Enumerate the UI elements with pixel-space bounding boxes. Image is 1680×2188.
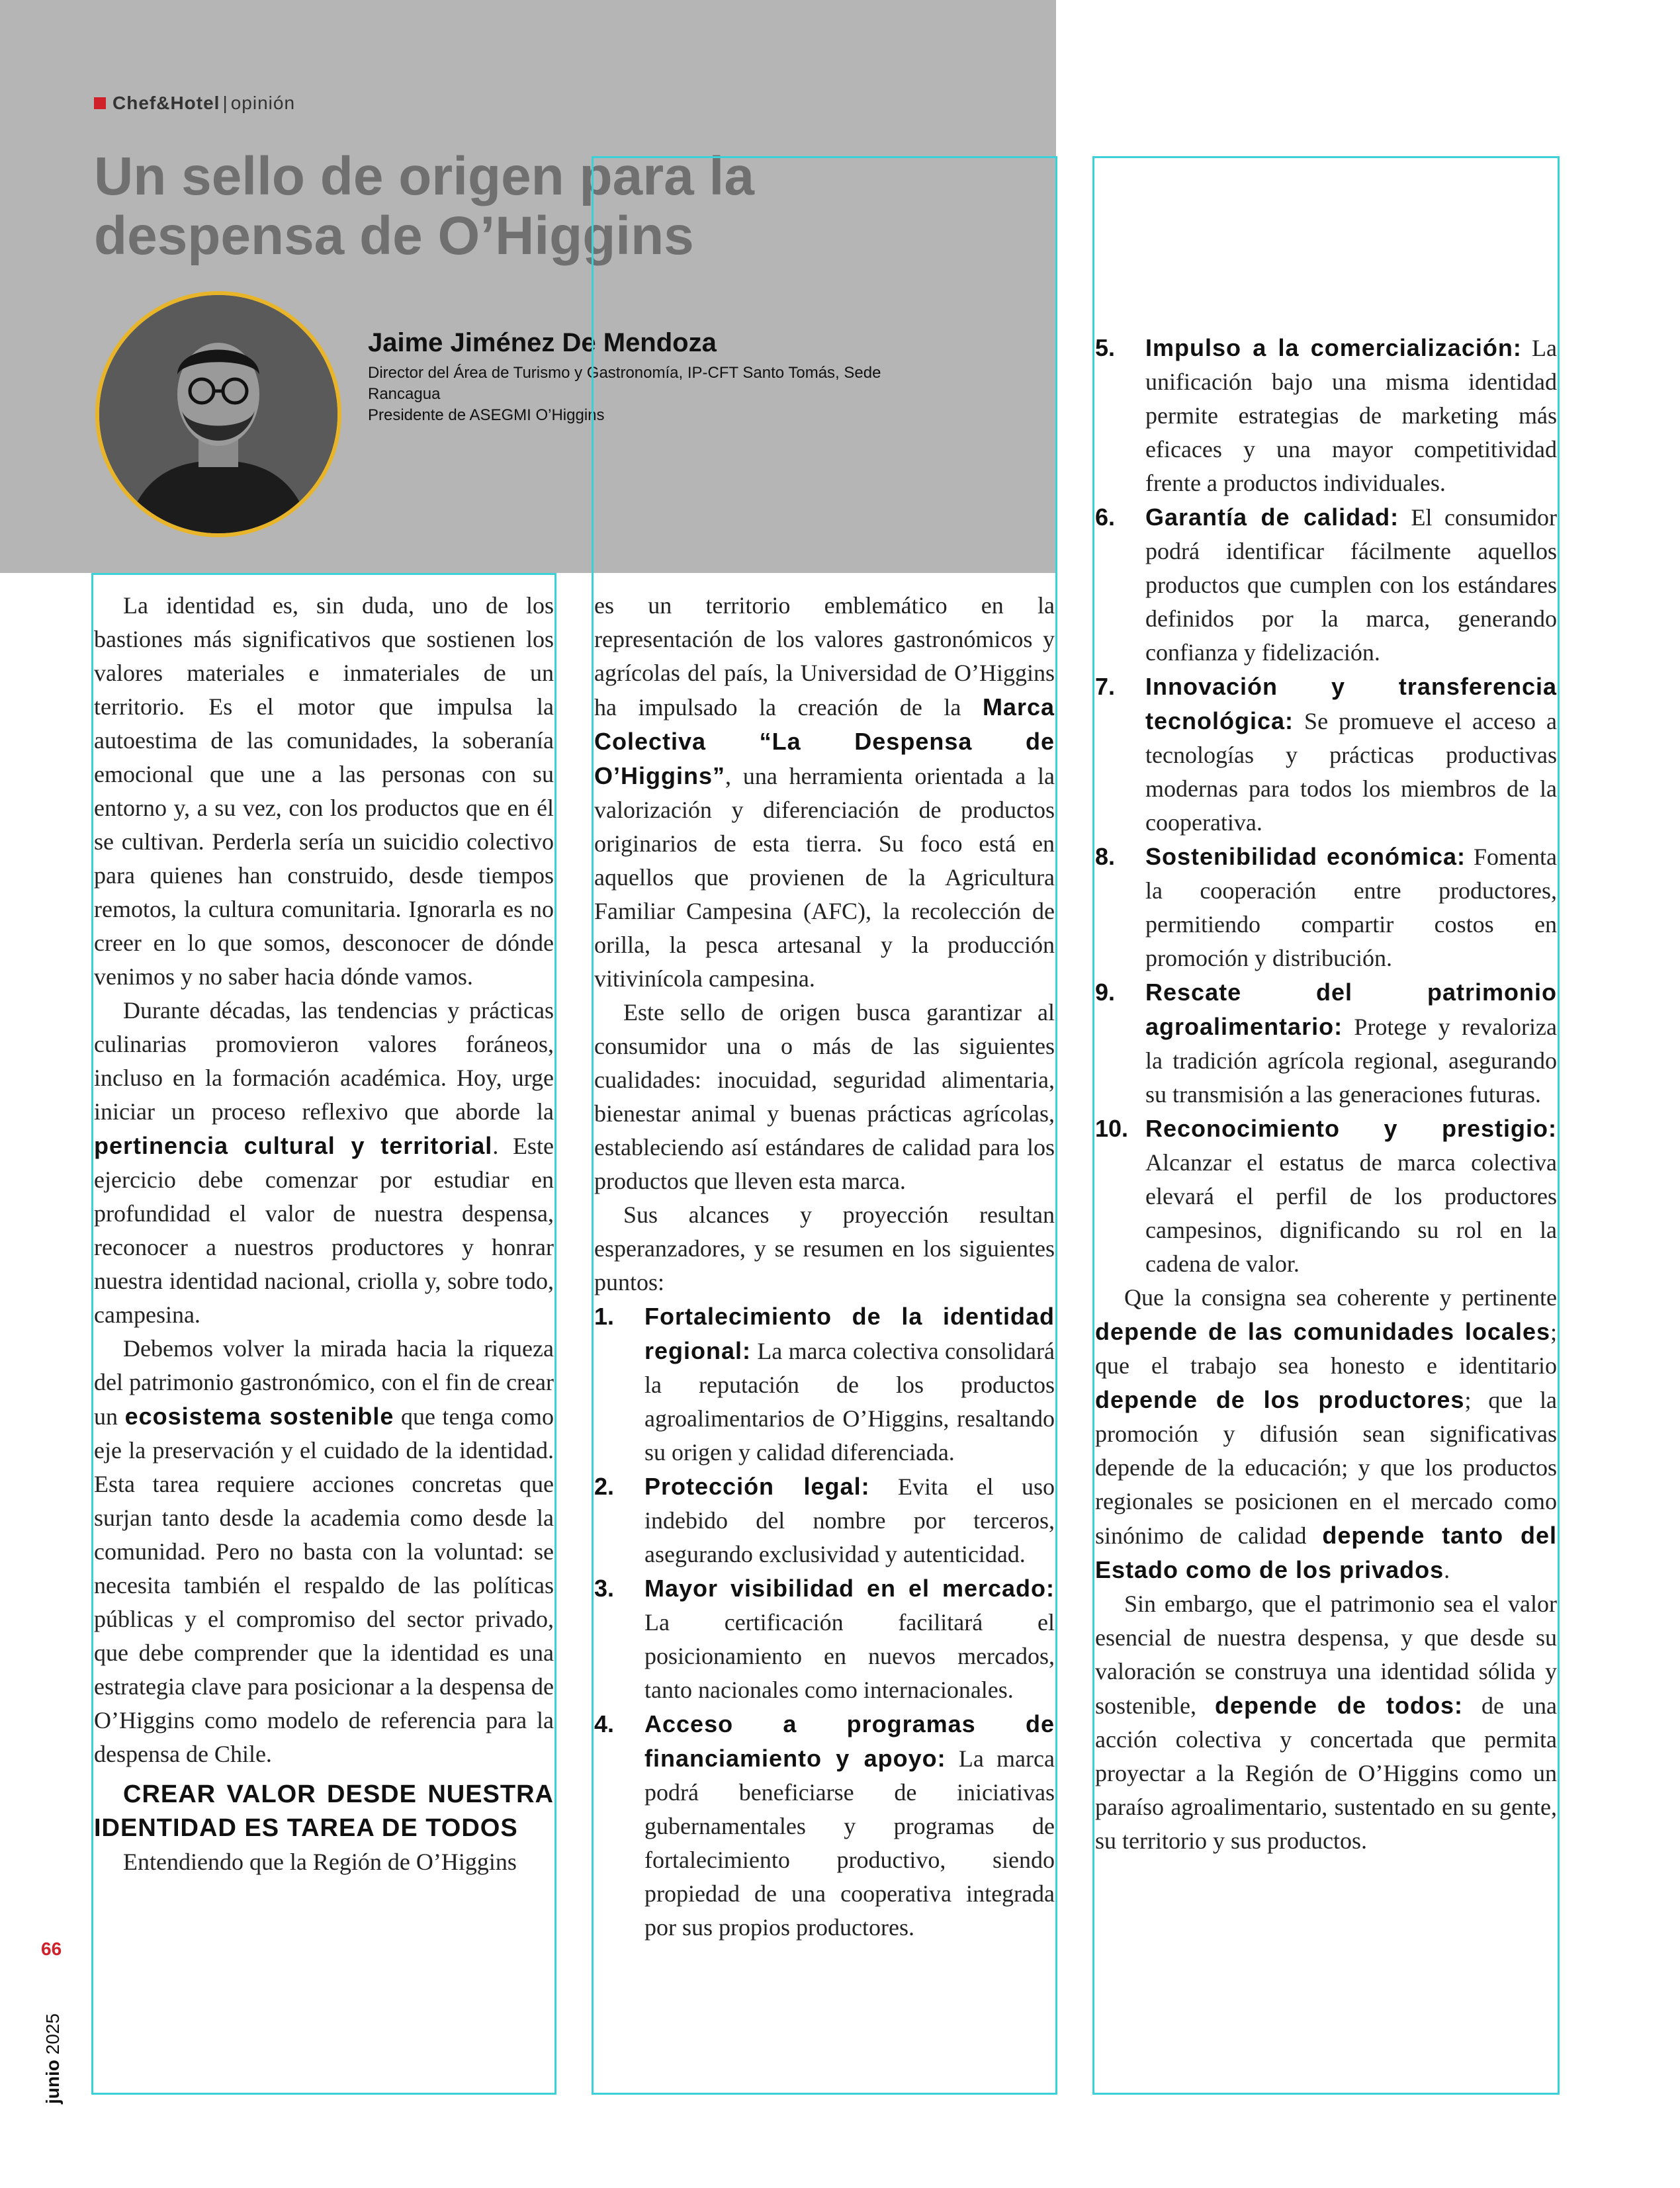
issue-year: 2025 [42,2013,63,2055]
body-paragraph: Sus alcances y proyección resultan esperanzadores, y se resumen en los siguientes puntos: [594,1202,1055,1295]
list-item: 6. Garantía de calidad: El consumidor podrá identificar fácilmente aquellos productos que cumplen con los estándares definidos por la marca, generando confianza y fidelización. [1095,503,1557,666]
column-3 [1095,331,1557,1858]
list-item: 4. Acceso a programas de financiamiento y apoyo: La marca podrá beneficiarse de iniciativas gubernamentales y programas de fortalecimiento productivo, siendo propiedad de una cooperativa integrada por sus propios productores. [594,1710,1055,1941]
list-item: 7. Innovación y transferencia tecnológica: Se promueve el acceso a tecnologías y prácticas productivas modernas para todos los miembros de la cooperativa. [1095,673,1557,836]
author-role-line: Director del Área de Turismo y Gastronomía, IP-CFT Santo Tomás, Sede Rancagua [368,364,881,403]
body-paragraph: Que la consigna sea coherente y pertinente depende de las comunidades locales; que el trabajo sea honesto e identitario depende de los productores; que la promoción y difusión sean significativas depende de la educación; y que los productos regionales se posicionen en el mercado como sinónimo de calidad depende tanto del Estado como de los privados. [1095,1284,1557,1583]
article-title: Un sello de origen para la despensa de O’Higgins [94,146,754,266]
list-item: 2. Protección legal: Evita el uso indebido del nombre por terceros, asegurando exclusividad y autenticidad. [594,1473,1055,1567]
body-paragraph: Debemos volver la mirada hacia la riqueza del patrimonio gastronómico, con el fin de crear un ecosistema sostenible que tenga como eje la preservación y el cuidado de la identidad. Esta tarea requiere acciones concretas que surjan tanto desde la academia como desde la comunidad. Pero no basta con la voluntad: se necesita también el respaldo de las políticas públicas y el compromiso del sector privado, que debe comprender que la identidad es una estrategia clave para posicionar a la despensa de O’Higgins como modelo de referencia para la despensa de Chile. [94,1335,554,1767]
list-item: 5. Impulso a la comercialización: La unificación bajo una misma identidad permite estrategias de marketing más eficaces y una mayor competitividad frente a productos individuales. [1095,334,1558,496]
emphasis-text: depende tanto del Estado como de los privados [1095,1522,1557,1583]
emphasis-text: pertinencia cultural y territorial [94,1132,493,1159]
body-paragraph: Sin embargo, que el patrimonio sea el valor esencial de nuestra despensa, y que desde su valoración se construya una identidad sólida y sostenible, depende de todos: de una acción colectiva y concertada que permita proyectar a la Región de O’Higgins como un paraíso agroalimentario, sustentado en su gente, su territorio y sus productos. [1095,1591,1558,1854]
column-2 [594,589,1055,1945]
list-item: 3. Mayor visibilidad en el mercado: La certificación facilitará el posicionamiento en nuevos mercados, tanto nacionales como internacionales. [594,1575,1055,1703]
list-item: 1. Fortalecimiento de la identidad regional: La marca colectiva consolidará la reputación de los productos agroalimentarios de O’Higgins, resaltando su origen y calidad diferenciada. [594,1303,1055,1466]
list-item: 8. Sostenibilidad económica: Fomenta la cooperación entre productores, permitiendo compartir costos en promoción y distribución. [1095,843,1557,971]
numbered-list [1095,331,1557,1281]
body-paragraph: La identidad es, sin duda, uno de los bastiones más significativos que sostienen los valores materiales e inmateriales de un territorio. Es el motor que impulsa la autoestima de las comunidades, la soberanía emocional que une a las personas con su entorno y, a su vez, con los productos que en él se cultivan. Perderla sería un suicidio colectivo para quienes han construido, desde tiempos remotos, la cultura comunitaria. Ignorarla es no creer en lo que somos, desconocer de dónde venimos y no saber hacia dónde vamos. [94,592,554,990]
body-paragraph: Este sello de origen busca garantizar al consumidor una o más de las siguientes cualidades: inocuidad, seguridad alimentaria, bienestar animal y buenas prácticas agrícolas, estableciendo así estándares de calidad para los productos que lleven esta marca. [594,999,1055,1194]
column-1 [94,589,554,1879]
page-number: 66 [41,1939,62,1959]
body-paragraph: Durante décadas, las tendencias y prácticas culinarias promovieron valores foráneos, incluso en la formación académica. Hoy, urge iniciar un proceso reflexivo que aborde la pertinencia cultural y territorial. Este ejercicio debe comenzar por estudiar en profundidad el valor de nuestra despensa, reconocer a nuestros productores y honrar nuestra identidad nacional, criolla y, sobre todo, campesina. [94,997,554,1328]
list-item: 9. Rescate del patrimonio agroalimentario: Protege y revaloriza la tradición agrícola regional, asegurando su transmisión a las generaciones futuras. [1095,979,1557,1108]
emphasis-text: depende de las comunidades locales [1095,1318,1550,1345]
kicker-separator: | [222,93,228,113]
list-item: 10. Reconocimiento y prestigio: Alcanzar el estatus de marca colectiva elevará el perfil de los productores campesinos, dignificando su rol en la cadena de valor. [1095,1115,1557,1277]
section-kicker [94,93,295,114]
emphasis-text: depende de los productores [1095,1386,1465,1413]
numbered-list [594,1299,1055,1945]
author-role-line: Presidente de ASEGMI O’Higgins [368,406,605,424]
emphasis-text: Marca Colectiva “La Despensa de O’Higgins” [594,693,1055,789]
author-photo [95,291,341,537]
author-portrait-icon [99,295,337,533]
section-subheading: CREAR VALOR DESDE NUESTRA IDENTIDAD ES TAREA DE TODOS [94,1780,554,1842]
body-paragraph: Entendiendo que la Región de O’Higgins [123,1849,517,1875]
red-square-icon [94,97,106,109]
issue-date [42,2013,64,2104]
issue-month: junio [42,2060,63,2104]
author-name: Jaime Jiménez De Mendoza [368,328,717,357]
section-label: opinión [230,93,296,113]
emphasis-text: ecosistema sostenible [124,1403,394,1430]
magazine-brand: Chef&Hotel [112,93,220,113]
body-paragraph: es un territorio emblemático en la representación de los valores gastronómicos y agrícolas del país, la Universidad de O’Higgins ha impulsado la creación de la Marca Colectiva “La Despensa de O’Higgins”, una herramienta orientada a la valorización y diferenciación de productos originarios de esta tierra. Su foco está en aquellos que provienen de la Agricultura Familiar Campesina (AFC), la recolección de orilla, la pesca artesanal y la producción vitivinícola campesina. [594,592,1055,992]
emphasis-text: depende de todos: [1215,1692,1464,1719]
